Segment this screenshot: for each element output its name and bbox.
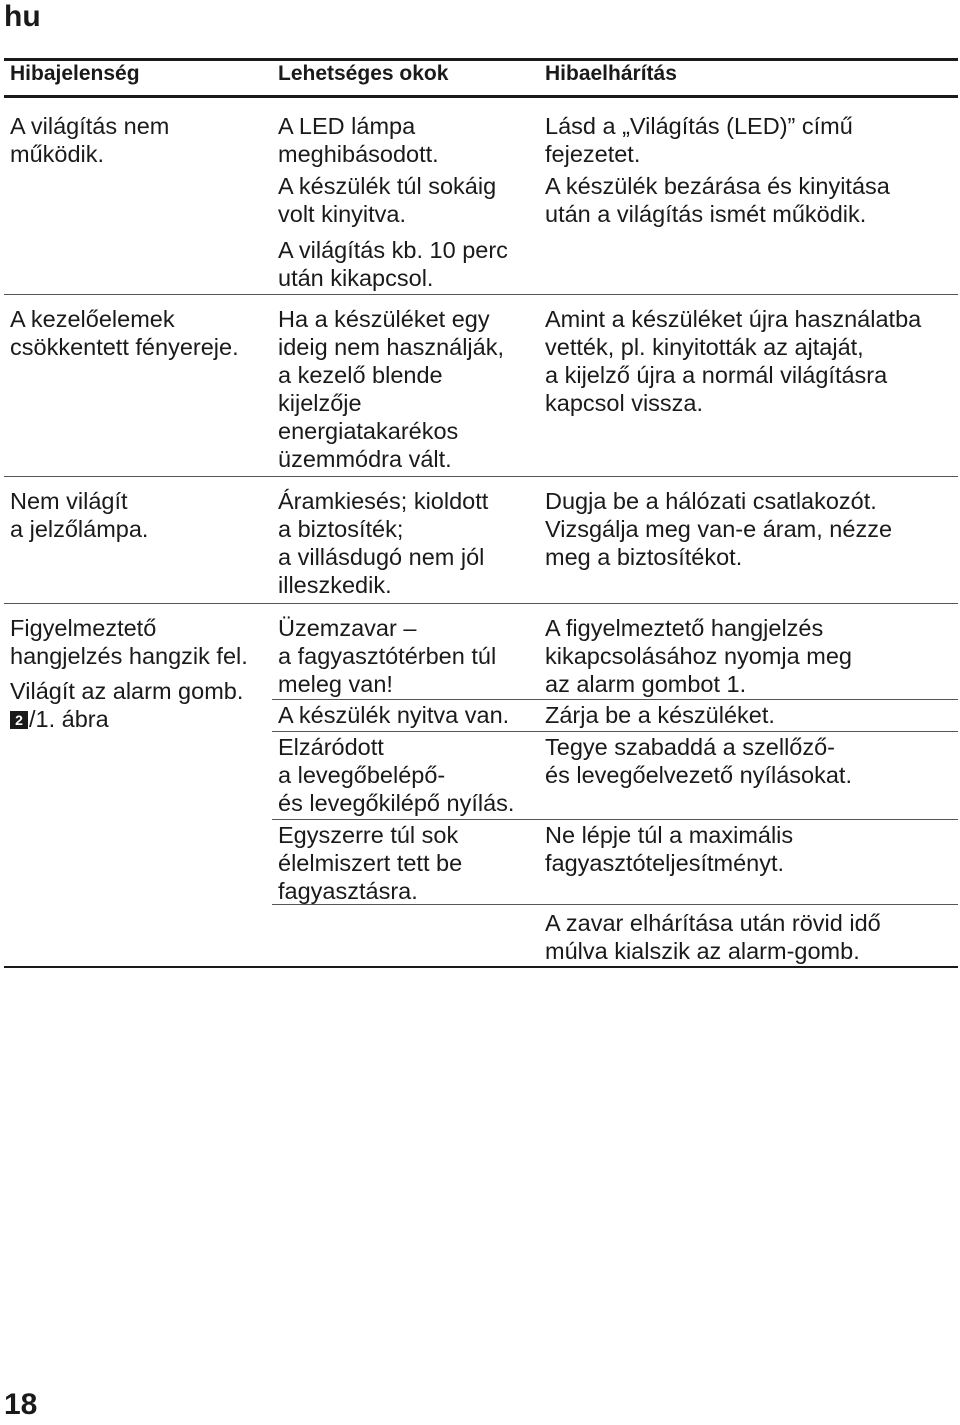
- table-row: [4, 477, 958, 604]
- troubleshooting-table: [4, 58, 958, 968]
- figure-reference: 2 /1. ábra: [10, 705, 270, 733]
- table-row: [4, 604, 958, 968]
- row-divider: [272, 731, 958, 732]
- fix-cell: Ne lépje túl a maximális fagyasztóteljesítményt.: [545, 822, 794, 876]
- page-number: 18: [4, 1388, 38, 1421]
- cause-cell: Egyszerre túl sok élelmiszert tett be fagyasztásra.: [278, 822, 463, 904]
- fix-cell: Dugja be a hálózati csatlakozót. Vizsgálja meg van-e áram, nézze meg a biztosítékot.: [545, 488, 893, 570]
- table-row: [4, 98, 958, 295]
- fix-cell: A figyelmeztető hangjelzés kikapcsolásához nyomja meg az alarm gombot 1.: [545, 615, 852, 697]
- fix-cell: Lásd a „Világítás (LED)” című fejezetet.: [545, 113, 853, 167]
- fix-cell: Zárja be a készüléket.: [545, 702, 775, 728]
- language-code: hu: [4, 0, 41, 33]
- table-row: [4, 295, 958, 477]
- cause-cell: A készülék túl sokáig volt kinyitva.: [278, 173, 497, 227]
- header-causes: Lehetséges okok: [278, 62, 449, 85]
- cause-cell: Üzemzavar – a fagyasztótérben túl meleg van!: [278, 615, 497, 697]
- symptom-cell: A kezelőelemek csökkentett fényereje.: [10, 306, 239, 360]
- cause-cell: Áramkiesés; kioldott a biztosíték; a villásdugó nem jól illeszkedik.: [278, 488, 489, 598]
- cause-cell: Elzáródott a levegőbelépő- és levegőkilépő nyílás.: [278, 734, 515, 816]
- table-header: [4, 58, 958, 98]
- row-divider: [272, 904, 958, 905]
- row-divider: [272, 699, 958, 700]
- cause-cell: Ha a készüléket egy ideig nem használják, a kezelő blende kijelzője energiatakarékos üzemmódra vált.: [278, 306, 504, 472]
- header-symptom: Hibajelenség: [10, 62, 140, 85]
- fix-cell: A készülék bezárása és kinyitása után a világítás ismét működik.: [545, 173, 890, 227]
- row-divider: [272, 819, 958, 820]
- symptom-cell: A világítás nem működik.: [10, 113, 170, 167]
- cause-cell: A készülék nyitva van.: [278, 702, 510, 728]
- symptom-cell: Figyelmeztető hangjelzés hangzik fel. Világít az alarm gomb. 2 /1. ábra: [10, 614, 270, 733]
- cause-cell: A LED lámpa meghibásodott.: [278, 113, 439, 167]
- fix-cell: A zavar elhárítása után rövid idő múlva kialszik az alarm-gomb.: [545, 910, 881, 964]
- figure-badge: 2: [10, 711, 28, 729]
- fix-cell: Amint a készüléket újra használatba vették, pl. kinyitották az ajtaját, a kijelző újra a normál világításra kapcsol vissza.: [545, 306, 922, 416]
- fix-cell: Tegye szabaddá a szellőző- és levegőelvezető nyílásokat.: [545, 734, 852, 788]
- header-fix: Hibaelhárítás: [545, 62, 677, 85]
- cause-cell: A világítás kb. 10 perc után kikapcsol.: [278, 237, 508, 291]
- symptom-cell: Nem világít a jelzőlámpa.: [10, 488, 149, 542]
